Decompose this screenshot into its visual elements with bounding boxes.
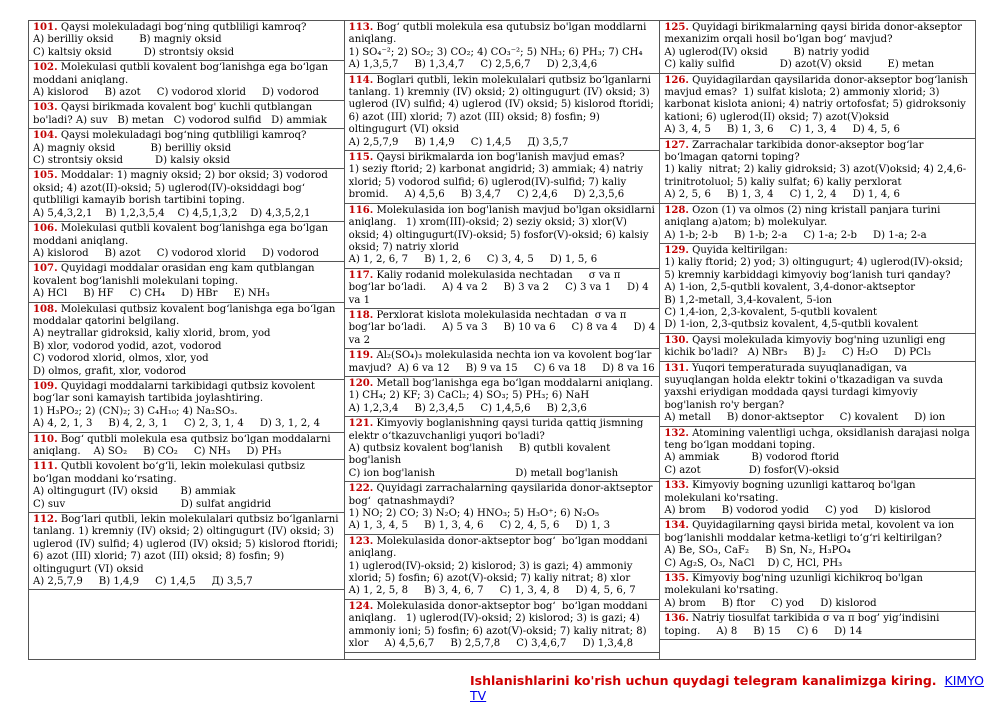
question-text xyxy=(664,520,971,545)
question-text xyxy=(33,263,340,288)
question-block xyxy=(660,612,975,640)
question-text xyxy=(349,75,656,137)
question-number: 103. xyxy=(33,102,58,114)
answer-line: A) 1, 2, 5, 8 B) 3, 4, 6, 7 C) 1, 3, 4, 8 D) 4, 5, 6, 7 xyxy=(348,585,636,597)
answer-line: 1) NO; 2) CO; 3) N₂O; 4) HNO₃; 5) H₃O⁺; 6) N₂O₅ xyxy=(348,508,599,520)
question-block xyxy=(345,269,660,309)
question-number: 107. xyxy=(33,263,58,275)
question-text xyxy=(664,335,971,360)
question-line: Molekulasi qutbli kovalent bog‘lanishga ega bo‘lgan moddani aniqlang. xyxy=(33,62,332,86)
answer-line: C) vodorod xlorid, olmos, xlor, yod xyxy=(33,353,209,365)
question-line: Atomining valentligi uchga, oksidlanish darajasi nolga teng bo‘lgan moddani toping. xyxy=(664,427,974,451)
answer-line: B) xlor, vodorod yodid, azot, vodorod xyxy=(33,340,222,352)
question-block xyxy=(345,204,660,269)
question-text xyxy=(349,536,656,561)
question-text xyxy=(349,483,656,508)
question-text xyxy=(33,434,340,459)
question-number: 111. xyxy=(33,461,58,473)
question-block xyxy=(29,460,344,513)
question-line: Bog‘ qutbli molekula esa qutbsiz bo‘lgan moddalarni aniqlang. A) SO₂ B) CO₂ C) NH₃ D) PH₃ xyxy=(33,433,334,457)
question-line: Quyidagilarning qaysi birida metal, kovolent va ion bog‘lanishli moddalar ketma-ketligi to‘g‘ri keltirilgan? xyxy=(664,520,958,544)
answer-line: A) magniy oksid B) berilliy oksid xyxy=(33,142,232,154)
question-text xyxy=(349,152,656,164)
answer-line: A) metall B) donor-aktseptor C) kovalent D) ion xyxy=(664,412,946,424)
question-line: Molekulasi qutbli kovalent bog‘lanishga ega bo‘lgan moddani aniqlang. xyxy=(33,223,332,247)
question-number: 104. xyxy=(33,130,58,142)
question-text xyxy=(664,613,971,638)
question-line: Molekulasida donor-aktseptor bog‘ bo‘lgan moddani aniqlang. 1) uglerod(IV)-oksid; 2) kislorod; 3) is gazi; 4) ammoniy ioni; 5) fosfin; 6) azot(V)-oksid; 7) kaliy nitrat; 8) xlor A) 4,5,6,7 B) 2,5,7,8 C) 3,4,6,7 D) 1,3,4,8 xyxy=(348,600,651,650)
answer-line: C) strontsiy oksid D) kalsiy oksid xyxy=(33,155,231,167)
answer-line: A) kislorod B) azot C) vodorod xlorid D) vodorod xyxy=(33,87,319,99)
question-text xyxy=(349,378,656,390)
answer-line: A) 1, 2, 6, 7 B) 1, 2, 6 C) 3, 4, 5 D) 1, 5, 6 xyxy=(348,254,598,266)
test-sheet xyxy=(28,20,976,660)
question-block xyxy=(345,21,660,74)
answer-line: A) 1,2,3,4 B) 2,3,4,5 C) 1,4,5,6 B) 2,3,6 xyxy=(348,402,587,414)
answer-line: 1) CH₄; 2) KF; 3) CaCl₂; 4) SO₃; 5) PH₃; 6) NaH xyxy=(348,390,590,402)
question-block xyxy=(660,479,975,519)
question-text xyxy=(349,22,656,47)
question-line: Molekulasida donor-aktseptor bog‘ bo‘lgan moddani aniqlang. xyxy=(348,535,651,560)
question-number: 122. xyxy=(348,483,374,495)
question-block xyxy=(660,204,975,244)
question-text xyxy=(33,22,340,34)
question-block xyxy=(660,427,975,480)
question-line: Natriy tiosulfat tarkibida σ va π bog’ yig’indisini toping. A) 8 B) 15 C) 6 D) 14 xyxy=(664,613,943,637)
question-block xyxy=(345,74,660,151)
question-number: 115. xyxy=(348,152,374,164)
answer-line: A) berilliy oksid B) magniy oksid xyxy=(33,34,222,46)
answer-line: 1) kaliy nitrat; 2) kaliy gidroksid; 3) azot(V)oksid; 4) 2,4,6-trinitrotoluol; 5) kaliy sulfat; 6) kaliy perxlorat xyxy=(664,164,967,188)
column-3 xyxy=(660,21,975,659)
question-block xyxy=(29,169,344,222)
question-number: 123. xyxy=(348,535,374,547)
question-block xyxy=(660,244,975,334)
answer-line: A) 1-b; 2-b B) 1-b; 2-a C) 1-a; 2-b D) 1-a; 2-a xyxy=(664,229,927,241)
answer-line: C) 1,4-ion, 2,3-kovalent, 5-qutbli kovalent xyxy=(664,306,878,318)
question-number: 127. xyxy=(664,139,689,151)
column-2 xyxy=(345,21,661,659)
question-line: Metall bog‘lanishga ega bo‘lgan moddalarni aniqlang. xyxy=(376,377,654,389)
question-block xyxy=(660,139,975,204)
question-block xyxy=(345,349,660,377)
question-number: 135. xyxy=(664,573,689,585)
answer-line: A) HCl B) HF C) CH₄ D) HBr E) NH₃ xyxy=(33,288,270,300)
question-line: Kimyoviy bogning uzunligi kattaroq bo'lgan molekulani ko'rsating. xyxy=(664,480,919,504)
footer-message: Ishlanishlarini ko'rish uchun quydagi telegram kanalimizga kiring. xyxy=(470,673,937,688)
question-block xyxy=(660,21,975,74)
question-number: 130. xyxy=(664,334,689,346)
question-line: Qaysi molekulada kimyoviy bog'ning uzunligi eng kichik bo'ladi? A) NBr₃ B) J₂ C) H₂O D) PCl₃ xyxy=(664,334,949,359)
answer-line: A) Be, SO₃, CaF₂ B) Sn, N₂, H₃PO₄ xyxy=(664,545,851,557)
question-text xyxy=(349,418,656,443)
question-text xyxy=(664,75,971,125)
question-text xyxy=(664,363,971,413)
question-number: 129. xyxy=(664,244,689,256)
question-line: Qaysi molekuladagi bog‘ning qutbliligi kamroq? xyxy=(60,22,307,33)
question-block xyxy=(345,377,660,417)
question-line: Qaysi birikmada kovalent bog' kuchli qutblangan bo'ladi? A) suv B) metan C) vodorod sulfid D) ammiak xyxy=(33,102,327,126)
question-line: Quyidagi zarrachalarning qaysilarida donor-aktseptor bog‘ qatnashmaydi? xyxy=(348,483,656,507)
answer-line: A) 5,4,3,2,1 B) 1,2,3,5,4 C) 4,5,1,3,2 D) 4,3,5,2,1 xyxy=(33,207,311,219)
answer-line: 1) kaliy ftorid; 2) yod; 3) oltingugurt; 4) uglerod(IV)-oksid; 5) kremniy karbiddagi kimyoviy bog‘lanish turi qanday? xyxy=(664,257,967,281)
answer-line: A) 1,3,5,7 B) 1,3,4,7 C) 2,5,6,7 D) 2,3,4,6 xyxy=(348,59,598,71)
answer-line: A) 2, 5, 6 B) 1, 3, 4 C) 1, 2, 4 D) 1, 4, 6 xyxy=(664,189,900,201)
question-number: 108. xyxy=(33,303,58,315)
question-text xyxy=(664,245,971,257)
answer-line: 1) seziy ftorid; 2) karbonat angidrid; 3) ammiak; 4) natriy xlorid; 5) vodorod sulfid; 6) uglerod(IV)-sulfid; 7) kaliy bromid. A) 4,5,6 B) 3,4,7 C) 2,4,6 D) 2,3,5,6 xyxy=(348,164,647,201)
question-block xyxy=(660,572,975,612)
answer-line: C) Ag₂S, O₃, NaCl D) C, HCl, PH₃ xyxy=(664,557,843,569)
question-number: 117. xyxy=(348,269,374,281)
answer-line: C) ion bog'lanish D) metall bog'lanish xyxy=(348,467,619,479)
answer-line: B) 1,2-metall, 3,4-kovalent, 5-ion xyxy=(664,294,833,306)
answer-line: C) suv D) sulfat angidrid xyxy=(33,498,272,510)
answer-line: 1) H₃PO₂; 2) (CN)₂; 3) C₄H₁₀; 4) Na₂SO₃. xyxy=(33,405,238,417)
question-text xyxy=(664,205,971,230)
question-line: Yuqori temperaturada suyuqlanadigan, va suyuqlangan holda elektr tokini o'tkazadigan va suvda yaxshi eriydigan moddada qaysi turdagi kimyoviy bog'lanish ro'y bergan? xyxy=(664,362,947,411)
answer-line: A) kislorod B) azot C) vodorod xlorid D) vodorod xyxy=(33,247,319,259)
answer-line: A) 2,5,7,9 B) 1,4,9 C) 1,4,5 Д) 3,5,7 xyxy=(348,136,569,148)
answer-line: A) 3, 4, 5 B) 1, 3, 6 C) 1, 3, 4 D) 4, 5, 6 xyxy=(664,124,900,136)
answer-line: A) ammiak B) vodorod ftorid xyxy=(664,452,840,464)
question-text xyxy=(664,480,971,505)
question-block xyxy=(29,101,344,129)
question-number: 121. xyxy=(348,418,374,430)
telegram-link[interactable]: KIMYO TV xyxy=(470,673,984,703)
question-text xyxy=(33,102,340,127)
question-line: Kaliy rodanid molekulasida nechtadan σ va π bog‘lar bo‘ladi. A) 4 va 2 B) 3 va 2 C) 3 va 1 D) 4 va 1 xyxy=(348,269,652,306)
question-text xyxy=(664,140,971,165)
question-number: 133. xyxy=(664,480,689,492)
answer-line: A) 1-ion, 2,5-qutbli kovalent, 3,4-donor-aktseptor xyxy=(664,282,916,294)
answer-line: A) uglerod(IV) oksid B) natriy yodid xyxy=(664,46,870,58)
question-number: 131. xyxy=(664,362,689,374)
question-line: Al₂(SO₄)₃ molekulasida nechta ion va kovolent bog‘lar mavjud? A) 6 va 12 B) 9 va 15 C) 6 va 18 D) 8 va 16 xyxy=(348,350,655,374)
question-block xyxy=(29,262,344,302)
answer-line: A) brom B) ftor C) yod D) kislorod xyxy=(664,597,877,609)
question-text xyxy=(349,270,656,307)
question-text xyxy=(348,309,659,347)
question-block xyxy=(29,513,344,590)
question-line: Zarrachalar tarkibida donor-akseptor bog‘lar bo‘lmagan qatorni toping? xyxy=(664,139,927,164)
question-text xyxy=(33,461,340,486)
question-number: 113. xyxy=(348,22,374,33)
question-text xyxy=(664,427,974,453)
question-text xyxy=(33,170,340,207)
answer-line: 1) SO₄⁻²; 2) SO₂; 3) CO₂; 4) CO₃⁻²; 5) NH₃; 6) PH₃; 7) CH₄ xyxy=(348,46,643,58)
question-text xyxy=(664,573,971,598)
answer-line: A) 1, 3, 4, 5 B) 1, 3, 4, 6 C) 2, 4, 5, 6 D) 1, 3 xyxy=(348,520,610,532)
question-block xyxy=(345,151,660,204)
question-line: Quyida keltirilgan: xyxy=(692,244,788,256)
question-text xyxy=(33,223,340,248)
question-block xyxy=(29,433,344,461)
footer xyxy=(470,673,1000,703)
question-number: 116. xyxy=(348,204,374,216)
question-number: 106. xyxy=(33,223,58,235)
question-number: 114. xyxy=(348,74,374,86)
answer-line: C) kaliy sulfid D) azot(V) oksid E) metan xyxy=(664,59,935,71)
question-text xyxy=(348,204,659,255)
question-number: 125. xyxy=(664,22,689,33)
answer-line: A) qutbsiz kovalent bog'lanish B) qutbli kovalent bog'lanish xyxy=(348,443,614,467)
question-number: 132. xyxy=(664,427,689,439)
question-number: 119. xyxy=(348,350,374,362)
question-line: Molekulasida ion bog'lanish mavjud bo'lgan oksidlarni aniqlang. 1) xrom(III)-oksid; 2) seziy oksid; 3) xlor(V) oksid; 4) oltingugurt(IV)-oksid; 5) fosfor(V)-oksid; 6) kalsiy oksid; 7) natriy xlorid xyxy=(348,204,659,253)
question-block xyxy=(29,129,344,169)
question-line: Ozon (1) va olmos (2) ning kristall panjara turini aniqlang a)atom; b) molekulyar. xyxy=(664,204,944,229)
question-block xyxy=(29,61,344,101)
answer-line: C) azot D) fosfor(V)-oksid xyxy=(664,464,840,476)
question-line: Qaysi molekuladagi bog‘ning qutbliligi kamroq? xyxy=(60,130,307,142)
question-block xyxy=(29,21,344,61)
question-block xyxy=(660,519,975,572)
question-text xyxy=(33,514,340,576)
answer-line: A) 4, 2, 1, 3 B) 4, 2, 3, 1 C) 2, 3, 1, 4 D) 3, 1, 2, 4 xyxy=(33,418,320,430)
question-block xyxy=(345,600,660,653)
question-number: 109. xyxy=(33,380,58,392)
question-text xyxy=(349,601,656,651)
question-number: 136. xyxy=(664,613,689,625)
question-number: 101. xyxy=(33,22,58,33)
answer-line: C) kaltsiy oksid D) strontsiy oksid xyxy=(33,46,235,58)
question-line: Bog‘ qutbli molekula esa qutubsiz bo'lgan moddlarni aniqlang. xyxy=(348,22,650,46)
column-1 xyxy=(29,21,345,659)
answer-line: A) oltingugurt (IV) oksid B) ammiak xyxy=(33,486,236,498)
question-number: 124. xyxy=(348,600,374,612)
question-block xyxy=(660,74,975,139)
question-text xyxy=(664,22,971,47)
question-block xyxy=(660,334,975,362)
question-number: 105. xyxy=(33,170,58,182)
question-block xyxy=(345,417,660,482)
question-text xyxy=(33,62,340,87)
question-line: Qutbli kovolent bo‘g‘li, lekin molekulasi qutbsiz bo‘lgan moddani ko‘rsating. xyxy=(33,461,309,485)
question-text xyxy=(349,350,656,375)
question-line: Quyidagi birikmalarning qaysi birida donor-akseptor mexanizim orqali hosil bo‘lgan bog‘ mavjud? xyxy=(664,22,966,46)
question-line: Quyidagi moddalar orasidan eng kam qutblangan kovalent bog‘lanishli molekulani toping. xyxy=(33,263,318,287)
question-number: 118. xyxy=(348,309,374,321)
question-line: Kimyoviy bog'ning uzunligi kichikroq bo'lgan molekulani ko'rsating. xyxy=(664,573,927,597)
question-number: 128. xyxy=(664,204,689,216)
question-number: 120. xyxy=(348,377,374,389)
question-block xyxy=(29,222,344,262)
answer-line: D) 1-ion, 2,3-qutbsiz kovalent, 4,5-qutbli kovalent xyxy=(664,319,918,331)
question-line: Boglari qutbli, lekin molekulalari qutbsiz bo‘lganlarni tanlang. 1) kremniy (IV) oksid; 2) oltingugurt (IV) oksid; 3) uglerod (IV) sulfid; 4) uglerod (IV) oksid; 5) kislorod ftoridi; 6) azot (III) xlorid; 7) azot (III) oksid; 8) fosfin; 9) oltingugurt (VI) oksid xyxy=(348,74,658,136)
question-text xyxy=(33,381,340,406)
question-block xyxy=(345,482,660,535)
question-line: Bog‘lari qutbli, lekin molekulalari qutbsiz bo‘lganlarni tanlang. 1) kremniy (IV) oksid; 2) oltingugurt (IV) oksid; 3) uglerod (IV) sulfid; 4) uglerod (IV) oksid; 5) kislorod ftoridi; 6) azot (III) xlorid; 7) azot (III) oksid; 8) fosfin; 9) oltingugurt (VI) oksid xyxy=(33,514,342,575)
question-block xyxy=(29,303,344,380)
answer-line: D) olmos, grafit, xlor, vodorod xyxy=(33,365,187,377)
question-number: 102. xyxy=(33,62,58,74)
question-block xyxy=(660,362,975,427)
question-line: Molekulasi qutbsiz kovalent bog‘lanishga ega bo‘lgan moddalar qatorini belgilang. xyxy=(33,303,339,327)
question-number: 126. xyxy=(664,74,689,86)
question-line: Moddalar: 1) magniy oksid; 2) bor oksid; 3) vodorod oksid; 4) azot(II)-oksid; 5) uglerod(IV)-oksiddagi bog‘ qutbliligi kamayib borish tartibini toping. xyxy=(33,170,332,207)
question-line: Kimyoviy boglanishning qaysi turida qattiq jismning elektr o‘tkazuvchanligi yuqori bo'ladi? xyxy=(348,418,647,442)
question-line: Qaysi birikmalarda ion bog'lanish mavjud emas? xyxy=(376,152,625,164)
question-line: Quyidagilardan qaysilarida donor-akseptor bog‘lanish mavjud emas? 1) sulfat kislota; 2) ammoniy xlorid; 3) karbonat kislota anioni; 4) natriy ortofosfat; 5) gidroksoniy kationi; 6) uglerod(II) oksid; 7) azot(V)oksid xyxy=(664,74,972,123)
question-text xyxy=(33,130,340,142)
question-text xyxy=(33,304,340,329)
question-block xyxy=(29,380,344,433)
question-number: 112. xyxy=(33,514,58,526)
answer-line: A) neytrallar gidroksid, kaliy xlorid, brom, yod xyxy=(33,328,271,340)
question-block xyxy=(345,535,660,600)
question-number: 110. xyxy=(33,433,58,445)
answer-line: 1) uglerod(IV)-oksid; 2) kislorod; 3) is gazi; 4) ammoniy xlorid; 5) fosfin; 6) azot(V)-oksid; 7) kaliy nitrat; 8) xlor xyxy=(348,560,636,585)
answer-line: A) brom B) vodorod yodid C) yod D) kislorod xyxy=(664,505,931,517)
question-line: Quyidagi moddalarni tarkibidagi qutbsiz kovolent bog‘lar soni kamayish tartibida joylashtiring. xyxy=(33,380,319,405)
answer-line: A) 2,5,7,9 B) 1,4,9 C) 1,4,5 Д) 3,5,7 xyxy=(33,576,253,588)
question-line: Perxlorat kislota molekulasida nechtadan σ va π bog‘lar bo‘ladi. A) 5 va 3 B) 10 va 6 C) 8 va 4 D) 4 va 2 xyxy=(348,309,659,346)
question-number: 134. xyxy=(664,520,689,532)
question-block xyxy=(345,309,660,349)
